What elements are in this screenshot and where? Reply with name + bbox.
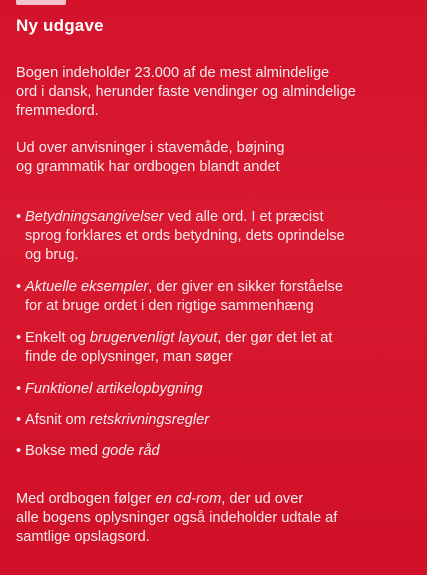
top-cut-off-title-fragment [16,0,66,5]
text-run: Bokse med [25,443,103,459]
text-run: Afsnit om [25,412,90,428]
emphasized-text: en cd-rom [155,491,222,507]
bullet-dot-icon: • [16,443,22,459]
feature-list-item [16,380,416,399]
feature-list-item [16,329,416,367]
feature-line [25,411,416,430]
feature-line [25,442,416,461]
text-run: alle bogens oplysninger også indeholder udtale af [16,510,338,526]
lead-line: Ud over anvisninger i stavemåde, bøjning [16,140,285,156]
bullet-dot-icon: • [16,279,22,295]
feature-list-item [16,411,416,430]
feature-list [16,208,416,461]
closing-paragraph [16,490,416,547]
closing-line [16,490,416,509]
emphasized-text: brugervenligt layout [89,330,218,346]
text-run: , der ud over [221,491,304,507]
emphasized-text: Betydningsangivelser [25,209,164,225]
text-run: , der giver en sikker forståelse [148,279,343,295]
text-run: og brug. [25,247,79,263]
text-run: sprog forklares et ords betydning, dets oprindelse [25,228,345,244]
intro-line: ord i dansk, herunder faste vendinger og almindelige [16,84,356,100]
lead-paragraph [16,139,408,177]
feature-line [25,297,416,316]
feature-line [25,208,416,227]
feature-line [25,329,416,348]
intro-line: fremmedord. [16,103,99,119]
feature-list-item [16,208,416,265]
emphasized-text: Aktuelle eksempler [25,279,149,295]
emphasized-text: Funktionel artikelopbygning [25,381,203,397]
text-run: ved alle ord. I et præcist [163,209,324,225]
feature-line [25,348,416,367]
feature-list-item [16,278,416,316]
feature-line [25,246,416,265]
lead-line: og grammatik har ordbogen blandt andet [16,159,280,175]
text-run: , der gør det let at [217,330,333,346]
intro-line: Bogen indeholder 23.000 af de mest almindelige [16,65,330,81]
bullet-dot-icon: • [16,381,22,397]
closing-line [16,509,416,528]
feature-list-item [16,442,416,461]
intro-paragraph [16,64,408,121]
text-run: finde de oplysninger, man søger [25,349,233,365]
bullet-dot-icon: • [16,412,22,428]
emphasized-text: gode råd [102,443,160,459]
feature-line [25,227,416,246]
bullet-dot-icon: • [16,209,22,225]
edition-heading: Ny udgave [16,16,104,35]
emphasized-text: retskrivningsregler [89,412,210,428]
feature-line [25,278,416,297]
text-run: samtlige opslagsord. [16,529,150,545]
feature-line [25,380,416,399]
text-run: Med ordbogen følger [16,491,156,507]
text-run: Enkelt og [25,330,90,346]
closing-line [16,528,416,547]
text-run: for at bruge ordet i den rigtige sammenhæng [25,298,314,314]
bullet-dot-icon: • [16,330,22,346]
